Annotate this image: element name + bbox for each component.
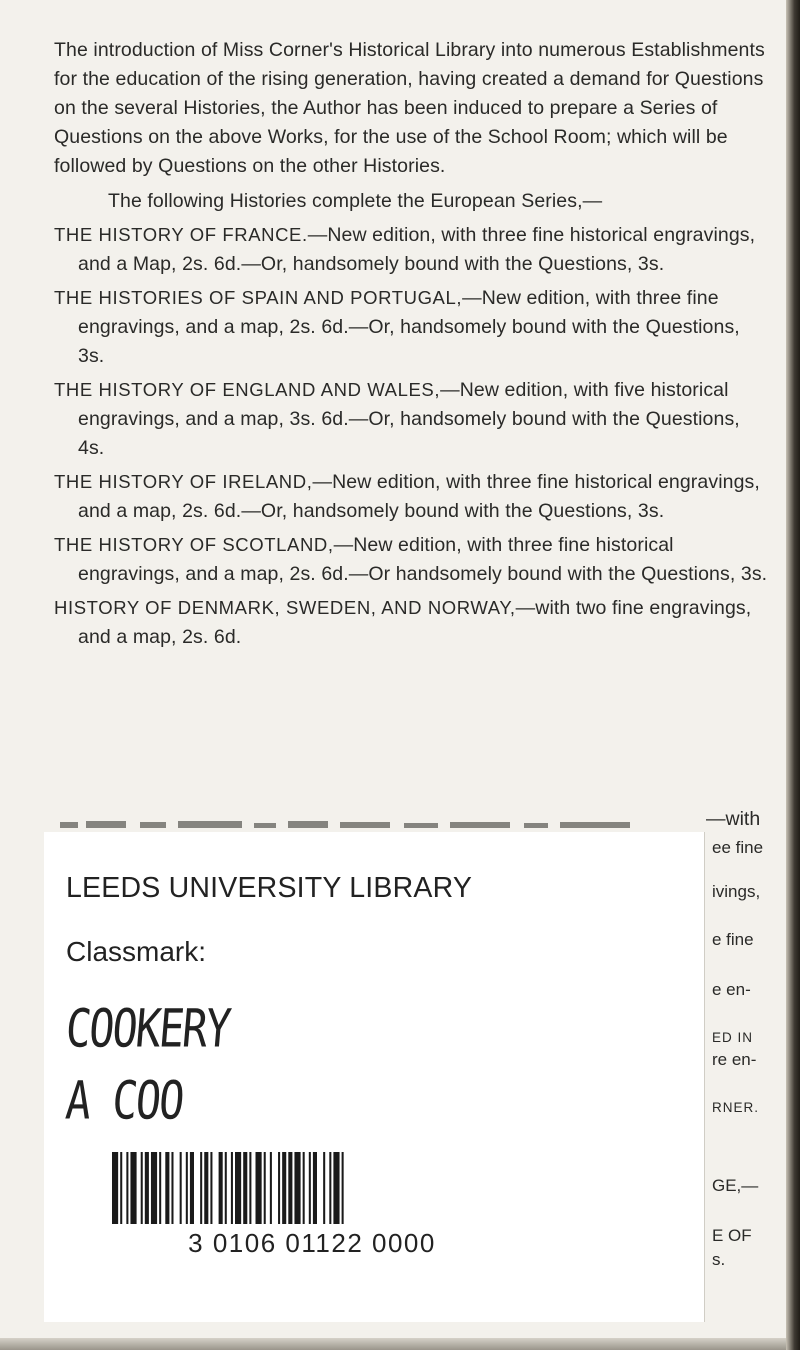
entry-title: THE HISTORY OF SCOTLAND, xyxy=(54,534,334,555)
book-spine-shadow xyxy=(786,0,800,1350)
intro-paragraph: The introduction of Miss Corner's Historical Library into numerous Establishments for the education of the rising generation, having created a demand for Questions on the several Histories, the Author has been induced to prepare a Series of Questions on the above Works, for the use of the School Room; which will be followed by Questions on the other Histories. xyxy=(54,39,765,177)
with-text: —with xyxy=(706,808,761,830)
fragment: e en- xyxy=(712,980,751,999)
barcode-bar xyxy=(323,1152,325,1224)
barcode-bar xyxy=(171,1152,173,1224)
barcode-bar xyxy=(112,1152,118,1224)
barcode-bar xyxy=(151,1152,157,1224)
entry-title: THE HISTORY OF ENGLAND AND WALES, xyxy=(54,379,441,400)
barcode-bar xyxy=(309,1152,311,1224)
barcode-bar xyxy=(190,1152,194,1224)
barcode-bar xyxy=(256,1152,262,1224)
barcode-bar xyxy=(294,1152,300,1224)
obscured-text-line xyxy=(54,814,694,832)
barcode-bar xyxy=(342,1152,344,1224)
fragment: E OF xyxy=(712,1226,752,1245)
obscured-glyphs xyxy=(54,814,694,832)
fragment: RNER. xyxy=(712,1100,760,1115)
barcode-bar xyxy=(278,1152,280,1224)
entry-body: —with two fine engravings, and a map, 2s. 6d. xyxy=(78,597,752,648)
entry-england-wales xyxy=(54,375,768,463)
barcode-bar xyxy=(235,1152,241,1224)
library-name: LEEDS UNIVERSITY LIBRARY xyxy=(66,872,473,904)
fragment: ivings, xyxy=(712,882,761,901)
entry-title: THE HISTORIES OF SPAIN AND PORTUGAL, xyxy=(54,287,463,308)
entry-title: THE HISTORY OF IRELAND, xyxy=(54,471,313,492)
barcode-bar xyxy=(303,1152,305,1224)
barcode-bar xyxy=(120,1152,122,1224)
page-bottom-edge xyxy=(0,1338,786,1350)
barcode-bar xyxy=(159,1152,161,1224)
barcode-bar xyxy=(225,1152,227,1224)
barcode-bar xyxy=(180,1152,182,1224)
entry-france xyxy=(54,220,768,279)
fragment: ee fine xyxy=(712,838,764,857)
library-label xyxy=(44,832,705,1322)
barcode xyxy=(112,1152,512,1224)
entry-title: HISTORY OF DENMARK, SWEDEN, AND NORWAY, xyxy=(54,597,516,618)
entry-scotland xyxy=(54,530,768,589)
barcode-bar xyxy=(249,1152,251,1224)
barcode-bar xyxy=(165,1152,169,1224)
entry-body: —New edition, with three fine engravings, and a map, 2s. 6d.—Or, handsomely bound with the Questions, 3s. xyxy=(78,287,740,367)
entry-scandinavia xyxy=(54,593,768,652)
barcode-bar xyxy=(231,1152,233,1224)
barcode-bar xyxy=(270,1152,272,1224)
fragment: GE,— xyxy=(712,1176,759,1195)
fragment: e fine xyxy=(712,930,754,949)
barcode-bar xyxy=(130,1152,136,1224)
fragment: s. xyxy=(712,1250,726,1269)
barcode-bar xyxy=(313,1152,317,1224)
barcode-number: 3 0106 01122 0000 xyxy=(188,1228,436,1258)
handwritten-classmark-line1: COOKERY xyxy=(63,997,232,1060)
series-lead: The following Histories complete the European Series,— xyxy=(108,190,603,212)
entry-body: —New edition, with three fine historical engravings, and a map, 2s. 6d.—Or, handsomely bound with the Questions, 3s. xyxy=(78,471,760,522)
barcode-bar xyxy=(141,1152,143,1224)
classmark-label: Classmark: xyxy=(66,936,207,967)
barcode-bar xyxy=(210,1152,212,1224)
entry-title: THE HISTORY OF FRANCE. xyxy=(54,224,308,245)
barcode-bar xyxy=(200,1152,202,1224)
entry-body: —New edition, with five historical engravings, and a map, 3s. 6d.—Or, handsomely bound with the Questions, 4s. xyxy=(78,379,740,459)
barcode-bar xyxy=(329,1152,331,1224)
barcode-bar xyxy=(288,1152,292,1224)
handwritten-classmark-line2: A COO xyxy=(63,1069,186,1132)
entry-spain-portugal xyxy=(54,283,768,371)
barcode-bar xyxy=(282,1152,286,1224)
barcode-bar xyxy=(219,1152,223,1224)
barcode-bar xyxy=(126,1152,128,1224)
barcode-bar xyxy=(333,1152,339,1224)
barcode-bar xyxy=(204,1152,208,1224)
barcode-bar xyxy=(186,1152,188,1224)
entry-body: —New edition, with three fine historical engravings, and a map, 2s. 6d.—Or handsomely bound with the Questions, 3s. xyxy=(78,534,768,585)
fragment: ED IN xyxy=(712,1030,754,1045)
advertisement-text xyxy=(54,36,768,652)
entry-body: —New edition, with three fine historical engravings, and a Map, 2s. 6d.—Or, handsomely bound with the Questions, 3s. xyxy=(78,224,756,275)
barcode-bar xyxy=(145,1152,149,1224)
barcode-bar xyxy=(264,1152,266,1224)
fragment: re en- xyxy=(712,1050,757,1069)
entry-ireland xyxy=(54,467,768,526)
barcode-bar xyxy=(243,1152,247,1224)
